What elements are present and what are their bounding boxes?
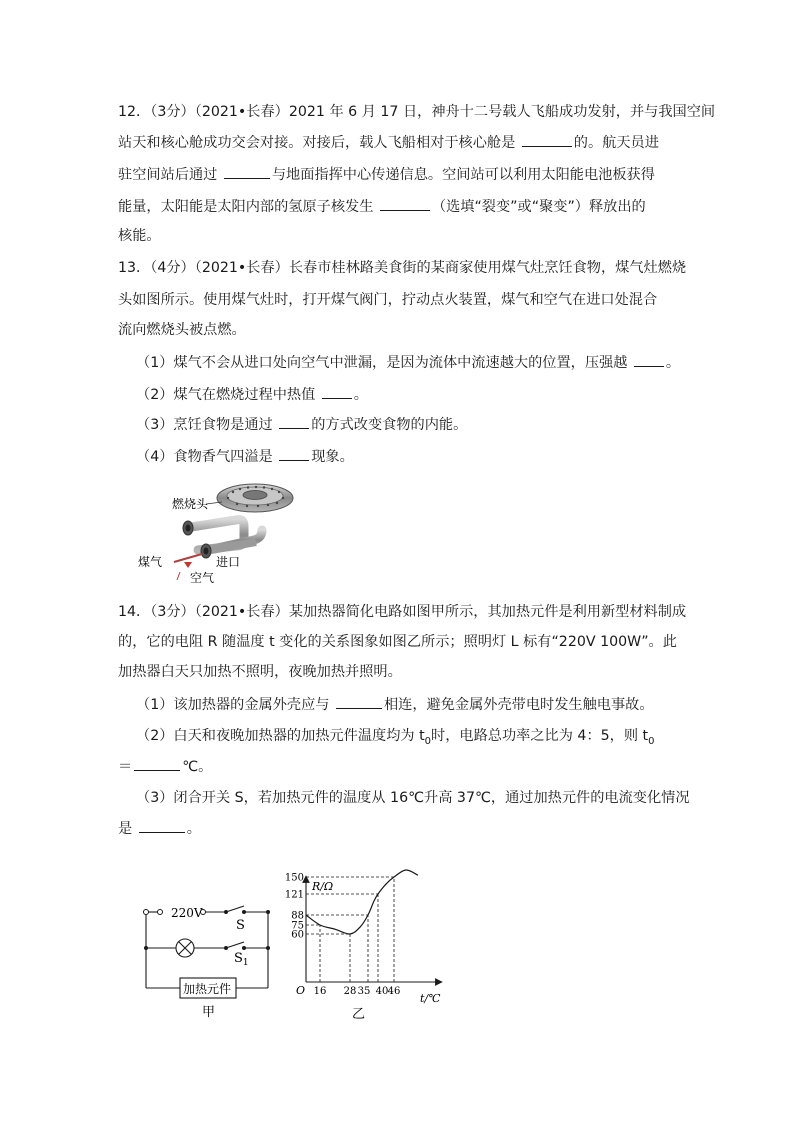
q12-text: 与地面指挥中心传递信息。空间站可以利用太阳能电池板获得 — [271, 167, 655, 183]
lamp-symbol — [176, 939, 194, 957]
q13-text: （3）烹饪食物是通过 — [136, 417, 278, 433]
q14-text: ＝ — [118, 759, 133, 775]
air-label: 空气 — [190, 571, 215, 585]
q12-line-2 — [118, 132, 659, 153]
inlet-label: 进口 — [216, 555, 241, 569]
y-tick-label: 150 — [284, 872, 304, 884]
q12-text: 的。航天员进 — [573, 135, 659, 151]
q13-line-1: 13．（4分）（2021•长春）长春市桂林路美食街的某商家使用煤气灶烹饪食物，煤气灶燃烧 — [118, 260, 687, 276]
q13-sub-4 — [136, 446, 354, 467]
q14-text: 。 — [186, 821, 201, 837]
q14-sub-2 — [136, 726, 655, 752]
q14-line-1: 14．（3分）（2021•长春）某加热器简化电路如图甲所示，其加热元件是利用新型材料制成 — [118, 604, 687, 620]
q14-sub-3: （3）闭合开关 S，若加热元件的温度从 16℃升高 37℃，通过加热元件的电流变化情况 — [136, 790, 690, 806]
q12-text: 站天和核心舱成功交会对接。对接后，载人飞船相对于核心舱是 — [118, 135, 520, 151]
q13-line-3: 流向燃烧头被点燃。 — [118, 322, 246, 338]
x-axis-label: t/℃ — [420, 992, 441, 1005]
q14-text: 时，电路总功率之比为 4：5，则 t — [431, 728, 649, 744]
q13-text: 。 — [665, 355, 681, 371]
q14-line-2: 的，它的电阻 R 随温度 t 变化的关系图象如图乙所示；照明灯 L 标有“220V 100W”。此 — [118, 634, 677, 650]
origin-label: O — [296, 984, 306, 997]
burner-label: 燃烧头 — [172, 497, 209, 511]
q13-sub-1 — [136, 352, 680, 373]
x-tick-label: 46 — [387, 986, 401, 997]
q14-text: 相连，避免金属外壳带电时发生触电事故。 — [383, 697, 654, 713]
q13-text: 现象。 — [311, 449, 354, 465]
y-tick-label: 75 — [291, 920, 304, 932]
q13-text: 。 — [353, 387, 368, 403]
y-tick-label: 60 — [291, 929, 304, 941]
q13-text: （2）煤气在燃烧过程中热值 — [136, 387, 320, 403]
answer-blank[interactable] — [224, 164, 270, 179]
x-tick-label: 16 — [313, 986, 327, 997]
q13-text: （4）食物香气四溢是 — [136, 449, 278, 465]
q12-line-1: 12．（3分）（2021•长春）2021 年 6 月 17 日，神舟十二号载人飞船成功发射，并与我国空间 — [118, 104, 716, 120]
source-label: 220V — [171, 906, 203, 920]
subscript: 0 — [424, 735, 432, 747]
q12-text: 驻空间站后通过 — [118, 167, 222, 183]
y-tick-label: 88 — [291, 910, 304, 922]
q14-text: （1）该加热器的金属外壳应与 — [136, 697, 334, 713]
answer-blank[interactable] — [134, 756, 180, 771]
q14-text: 是 — [118, 821, 137, 837]
resistance-temperature-graph — [284, 872, 450, 1024]
answer-blank[interactable] — [634, 352, 664, 367]
answer-blank[interactable] — [336, 694, 382, 709]
switch-s1-label — [234, 951, 249, 968]
subscript: 0 — [648, 735, 655, 747]
q14-text: （2）白天和夜晚加热器的加热元件温度均为 t — [136, 728, 425, 744]
x-tick-label: 40 — [375, 986, 389, 997]
answer-blank[interactable] — [139, 818, 185, 833]
q12-line-4 — [118, 196, 646, 217]
gas-burner-figure — [136, 480, 296, 590]
switch-s1-sub: 1 — [242, 958, 249, 968]
q13-text: （1）煤气不会从进口处向空气中泄漏，是因为流体中流速越大的位置，压强越 — [136, 355, 632, 371]
q12-text: 能量，太阳能是太阳内部的氢原子核发生 — [118, 199, 378, 215]
q13-sub-3 — [136, 414, 467, 435]
circuit-wires — [146, 906, 268, 988]
axis-ticks — [285, 873, 400, 998]
terminal-dots — [144, 910, 271, 951]
graph-caption: 乙 — [352, 1007, 366, 1022]
q14-line-3: 加热器白天只加热不照明，夜晚加热并照明。 — [118, 664, 402, 680]
q14-line-5 — [118, 818, 201, 839]
q13-text: 的方式改变食物的内能。 — [311, 417, 468, 433]
x-tick-label: 35 — [357, 986, 371, 997]
y-tick-label: 121 — [284, 889, 304, 901]
q12-line-5: 核能。 — [118, 228, 161, 244]
x-tick-label: 28 — [343, 986, 357, 997]
y-axis-label: R/Ω — [312, 880, 334, 893]
q12-text: （选填“裂变”或“聚变”）释放出的 — [431, 199, 646, 215]
q14-line-4 — [118, 756, 212, 777]
gas-label: 煤气 — [138, 555, 163, 569]
answer-blank[interactable] — [322, 384, 352, 399]
q14-sub-1 — [136, 694, 654, 715]
switch-s-label: S — [236, 918, 245, 933]
answer-blank[interactable] — [279, 446, 309, 461]
q13-line-2: 头如图所示。使用煤气灶时，打开煤气阀门，拧动点火装置，煤气和空气在进口处混合 — [118, 292, 658, 308]
switch-s1-letter: S — [234, 951, 243, 966]
answer-blank[interactable] — [380, 196, 430, 211]
q12-line-3 — [118, 164, 655, 185]
circuit-caption: 甲 — [202, 1005, 216, 1020]
circuit-diagram — [140, 896, 280, 1026]
heating-element-label: 加热元件 — [183, 982, 232, 996]
q14-text: ℃。 — [182, 759, 213, 775]
answer-blank[interactable] — [522, 132, 572, 147]
q13-sub-2 — [136, 384, 368, 405]
answer-blank[interactable] — [279, 414, 309, 429]
